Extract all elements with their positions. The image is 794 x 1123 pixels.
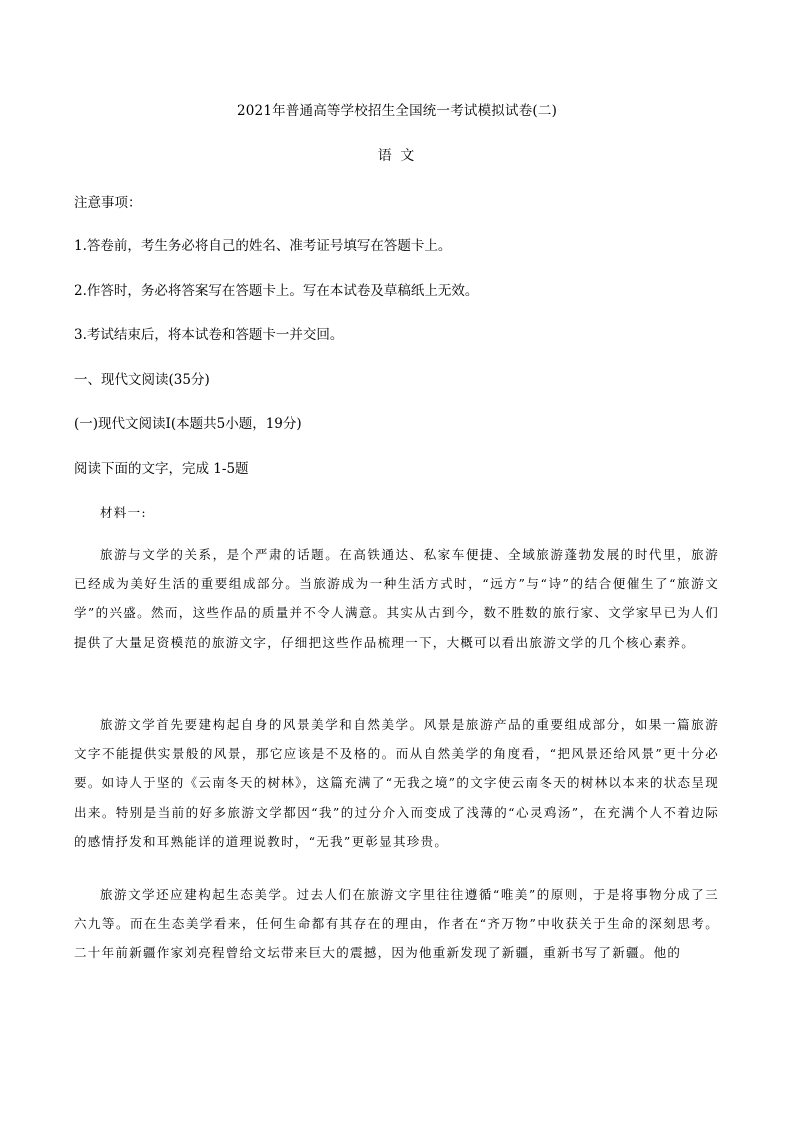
subsection-title: (一)现代文阅读Ⅰ(本题共5小题，19分): [74, 416, 302, 432]
material-label: 材料一:: [100, 505, 147, 520]
reading-instruction: 阅读下面的文字，完成 1-5题: [74, 461, 249, 477]
exam-title: 2021年普通高等学校招生全国统一考试模拟试卷(二): [236, 103, 558, 119]
notice-heading: 注意事项：: [74, 195, 142, 211]
section-title: 一、现代文阅读(35分): [74, 372, 210, 388]
notice-item-3: 3.考试结束后，将本试卷和答题卡一并交回。: [74, 327, 344, 343]
paragraph-1: 旅游与文学的关系，是个严肃的话题。在高铁通达、私家车便捷、全域旅游蓬勃发展的时代里，旅游已经成为美好生活的重要组成部分。当旅游成为一种生活方式时，“远方”与“诗”的结合便催生了“旅游文学”的兴盛。然而，这些作品的质量并不令人满意。其实从古到今，数不胜数的旅行家、文学家早已为人们提供了大量足资模范的旅游文字，仔细把这些作品梳理一下，大概可以看出旅游文学的几个核心素养。: [74, 547, 719, 650]
paragraph-2: 旅游文学首先要建构起自身的风景美学和自然美学。风景是旅游产品的重要组成部分，如果一篇旅游文字不能提供实景般的风景，那它应该是不及格的。而从自然美学的角度看，“把风景还给风景”更十分必要。如诗人于坚的《云南冬天的树林》，这篇充满了“无我之境”的文字使云南冬天的树林以本来的状态呈现出来。特别是当前的好多旅游文学都因“我”的过分介入而变成了浅薄的“心灵鸡汤”，在充满个人不着边际的感情抒发和耳熟能详的道理说教时，“无我”更彰显其珍贵。: [74, 717, 719, 849]
paragraph-3: 旅游文学还应建构起生态美学。过去人们在旅游文字里往往遵循“唯美”的原则，于是将事物分成了三六九等。而在生态美学看来，任何生命都有其存在的理由，作者在“齐万物”中收获关于生命的深刻思考。二十年前新疆作家刘亮程曾给文坛带来巨大的震撼，因为他重新发现了新疆，重新书写了新疆。他的: [74, 887, 719, 961]
subject-title: 语 文: [377, 148, 417, 164]
notice-item-2: 2.作答时，务必将答案写在答题卡上。写在本试卷及草稿纸上无效。: [74, 283, 479, 299]
notice-item-1: 1.答卷前，考生务必将自己的姓名、准考证号填写在答题卡上。: [74, 238, 452, 254]
